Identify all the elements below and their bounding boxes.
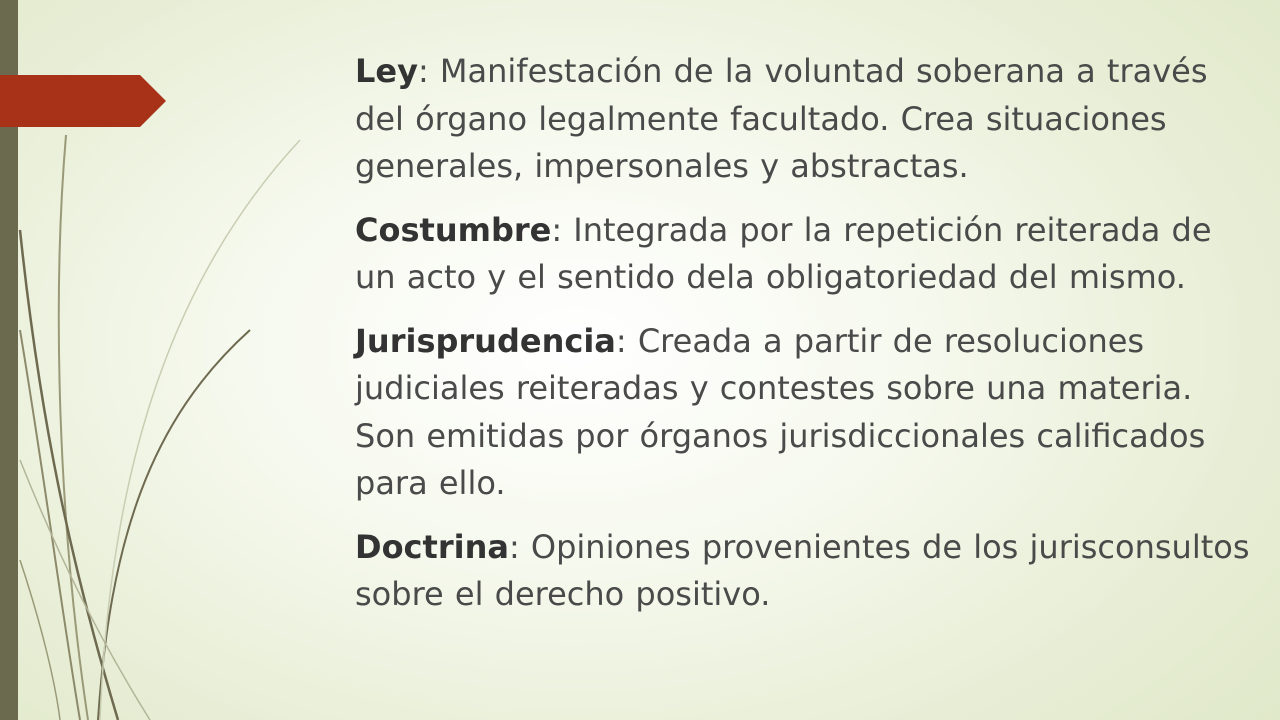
definition-text: Integrada por la repetición reiterada de un acto y el sentido dela obligatoriedad del mismo.	[355, 210, 1212, 296]
definition-doctrina	[355, 524, 1260, 619]
term-costumbre: Costumbre	[355, 210, 552, 249]
definition-text: Manifestación de la voluntad soberana a través del órgano legalmente facultado. Crea situaciones generales, impersonales y abstractas.	[355, 52, 1208, 185]
term-separator: :	[508, 527, 520, 566]
definition-text: Creada a partir de resoluciones judiciales reiteradas y contestes sobre una materia. Son emitidas por órganos jurisdiccionales calificados para ello.	[355, 321, 1206, 502]
term-jurisprudencia: Jurisprudencia	[355, 321, 616, 360]
term-separator: :	[615, 321, 627, 360]
definition-text: Opiniones provenientes de los jurisconsultos sobre el derecho positivo.	[355, 527, 1250, 613]
term-ley: Ley	[355, 52, 418, 90]
definition-costumbre	[355, 207, 1260, 302]
term-separator: :	[417, 52, 429, 90]
term-doctrina: Doctrina	[355, 527, 509, 566]
term-separator: :	[551, 210, 563, 249]
definition-ley	[355, 48, 1260, 191]
definitions-list	[355, 48, 1260, 635]
definition-jurisprudencia	[355, 318, 1260, 508]
